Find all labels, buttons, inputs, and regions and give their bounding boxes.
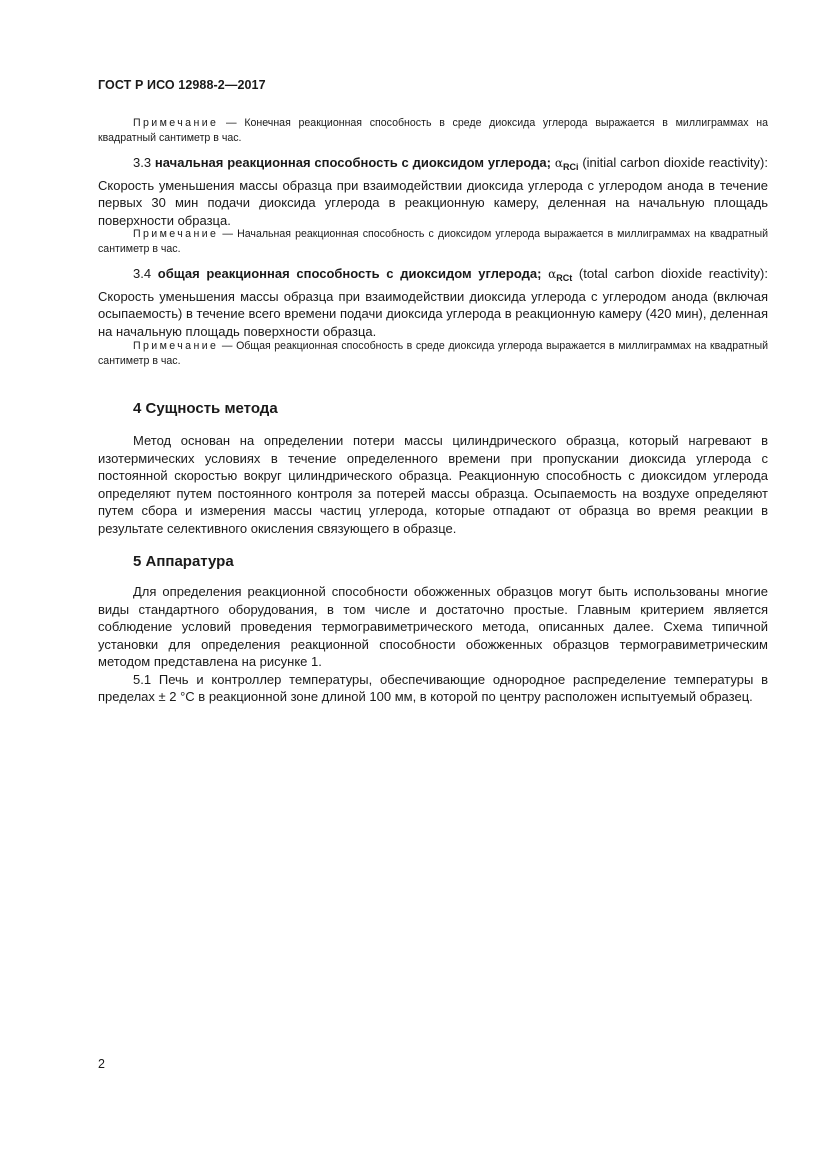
paragraph-text: Для определения реакционной способности обожженных образцов могут быть использованы многие виды стандартного оборудования, в том числе и достаточно простые. Главным критерием является соблюдение условий проведения термогравиметрического метода, описанных далее. Схема типичной установки для определения реакционной способности обожженных образцов термогравиметрическим методом представлена на рисунке 1.: [98, 584, 768, 669]
term-symbol-subscript: RCi: [562, 162, 579, 172]
clause-3-4: [98, 265, 768, 340]
section-5-heading: 5 Аппаратура: [133, 553, 234, 570]
term-definition: Скорость уменьшения массы образца при взаимодействии диоксида углерода с углеродом анода в течение первых 30 мин подачи диоксида углерода в реакционную камеру, деленная на начальную площадь поверхности образца.: [98, 177, 768, 228]
document-header: ГОСТ Р ИСО 12988-2—2017: [98, 78, 266, 92]
clause-3-3: [98, 154, 768, 229]
term-symbol: α: [554, 156, 563, 170]
section-4-paragraph: [98, 432, 768, 537]
term-name: общая реакционная способность с диоксидом углерода;: [157, 266, 542, 281]
page-number: 2: [98, 1057, 105, 1071]
term-name: начальная реакционная способность с диоксидом углерода;: [154, 155, 551, 170]
section-4-heading: 4 Сущность метода: [133, 400, 278, 417]
note-label: Примечание: [133, 228, 219, 240]
clause-number: 3.4: [133, 266, 158, 281]
note-1: [98, 116, 768, 145]
term-definition: Скорость уменьшения массы образца при взаимодействии диоксида углерода с углеродом анода (включая осыпаемость) в течение всего времени подачи диоксида углерода в реакционную камеру (420 мин), деленная на начальную площадь поверхности образца.: [98, 288, 768, 339]
note-label: Примечание: [133, 340, 219, 352]
paragraph-text: Метод основан на определении потери массы цилиндрического образца, который нагревают в изотермических условиях в течение определенного времени при пропускании диоксида углерода с постоянной скоростью вокруг цилиндрического образца. Реакционную способность с диоксидом углерода определяют путем постоянного контроля за потерей массы образца. Осыпаемость на воздухе определяют путем сбора и измерения массы частиц углерода, которые отпадают от образца во время реакции в результате селективного окисления связующего в образце.: [98, 433, 768, 536]
term-english: (initial carbon dioxide reactivity):: [578, 155, 768, 170]
note-text: — Конечная реакционная способность в среде диоксида углерода выражается в миллиграммах на квадратный сантиметр в час.: [98, 117, 768, 144]
note-2: [98, 227, 768, 256]
note-label: Примечание: [133, 117, 219, 129]
term-english: (total carbon dioxide reactivity):: [572, 266, 768, 281]
note-text: — Начальная реакционная способность с диоксидом углерода выражается в миллиграммах на квадратный сантиметр в час.: [98, 228, 768, 255]
note-3: [98, 339, 768, 368]
clause-number: 3.3: [133, 155, 155, 170]
term-symbol: α: [548, 267, 557, 281]
clause-5-1-text: 5.1 Печь и контроллер температуры, обеспечивающие однородное распределение температуры в пределах ± 2 °С в реакционной зоне длиной 100 мм, в которой по центру расположен испытуемый образец.: [98, 671, 768, 704]
section-5-content: [98, 583, 768, 706]
term-symbol-subscript: RCt: [556, 273, 573, 283]
note-text: — Общая реакционная способность в среде диоксида углерода выражается в миллиграммах на квадратный сантиметр в час.: [98, 340, 768, 367]
